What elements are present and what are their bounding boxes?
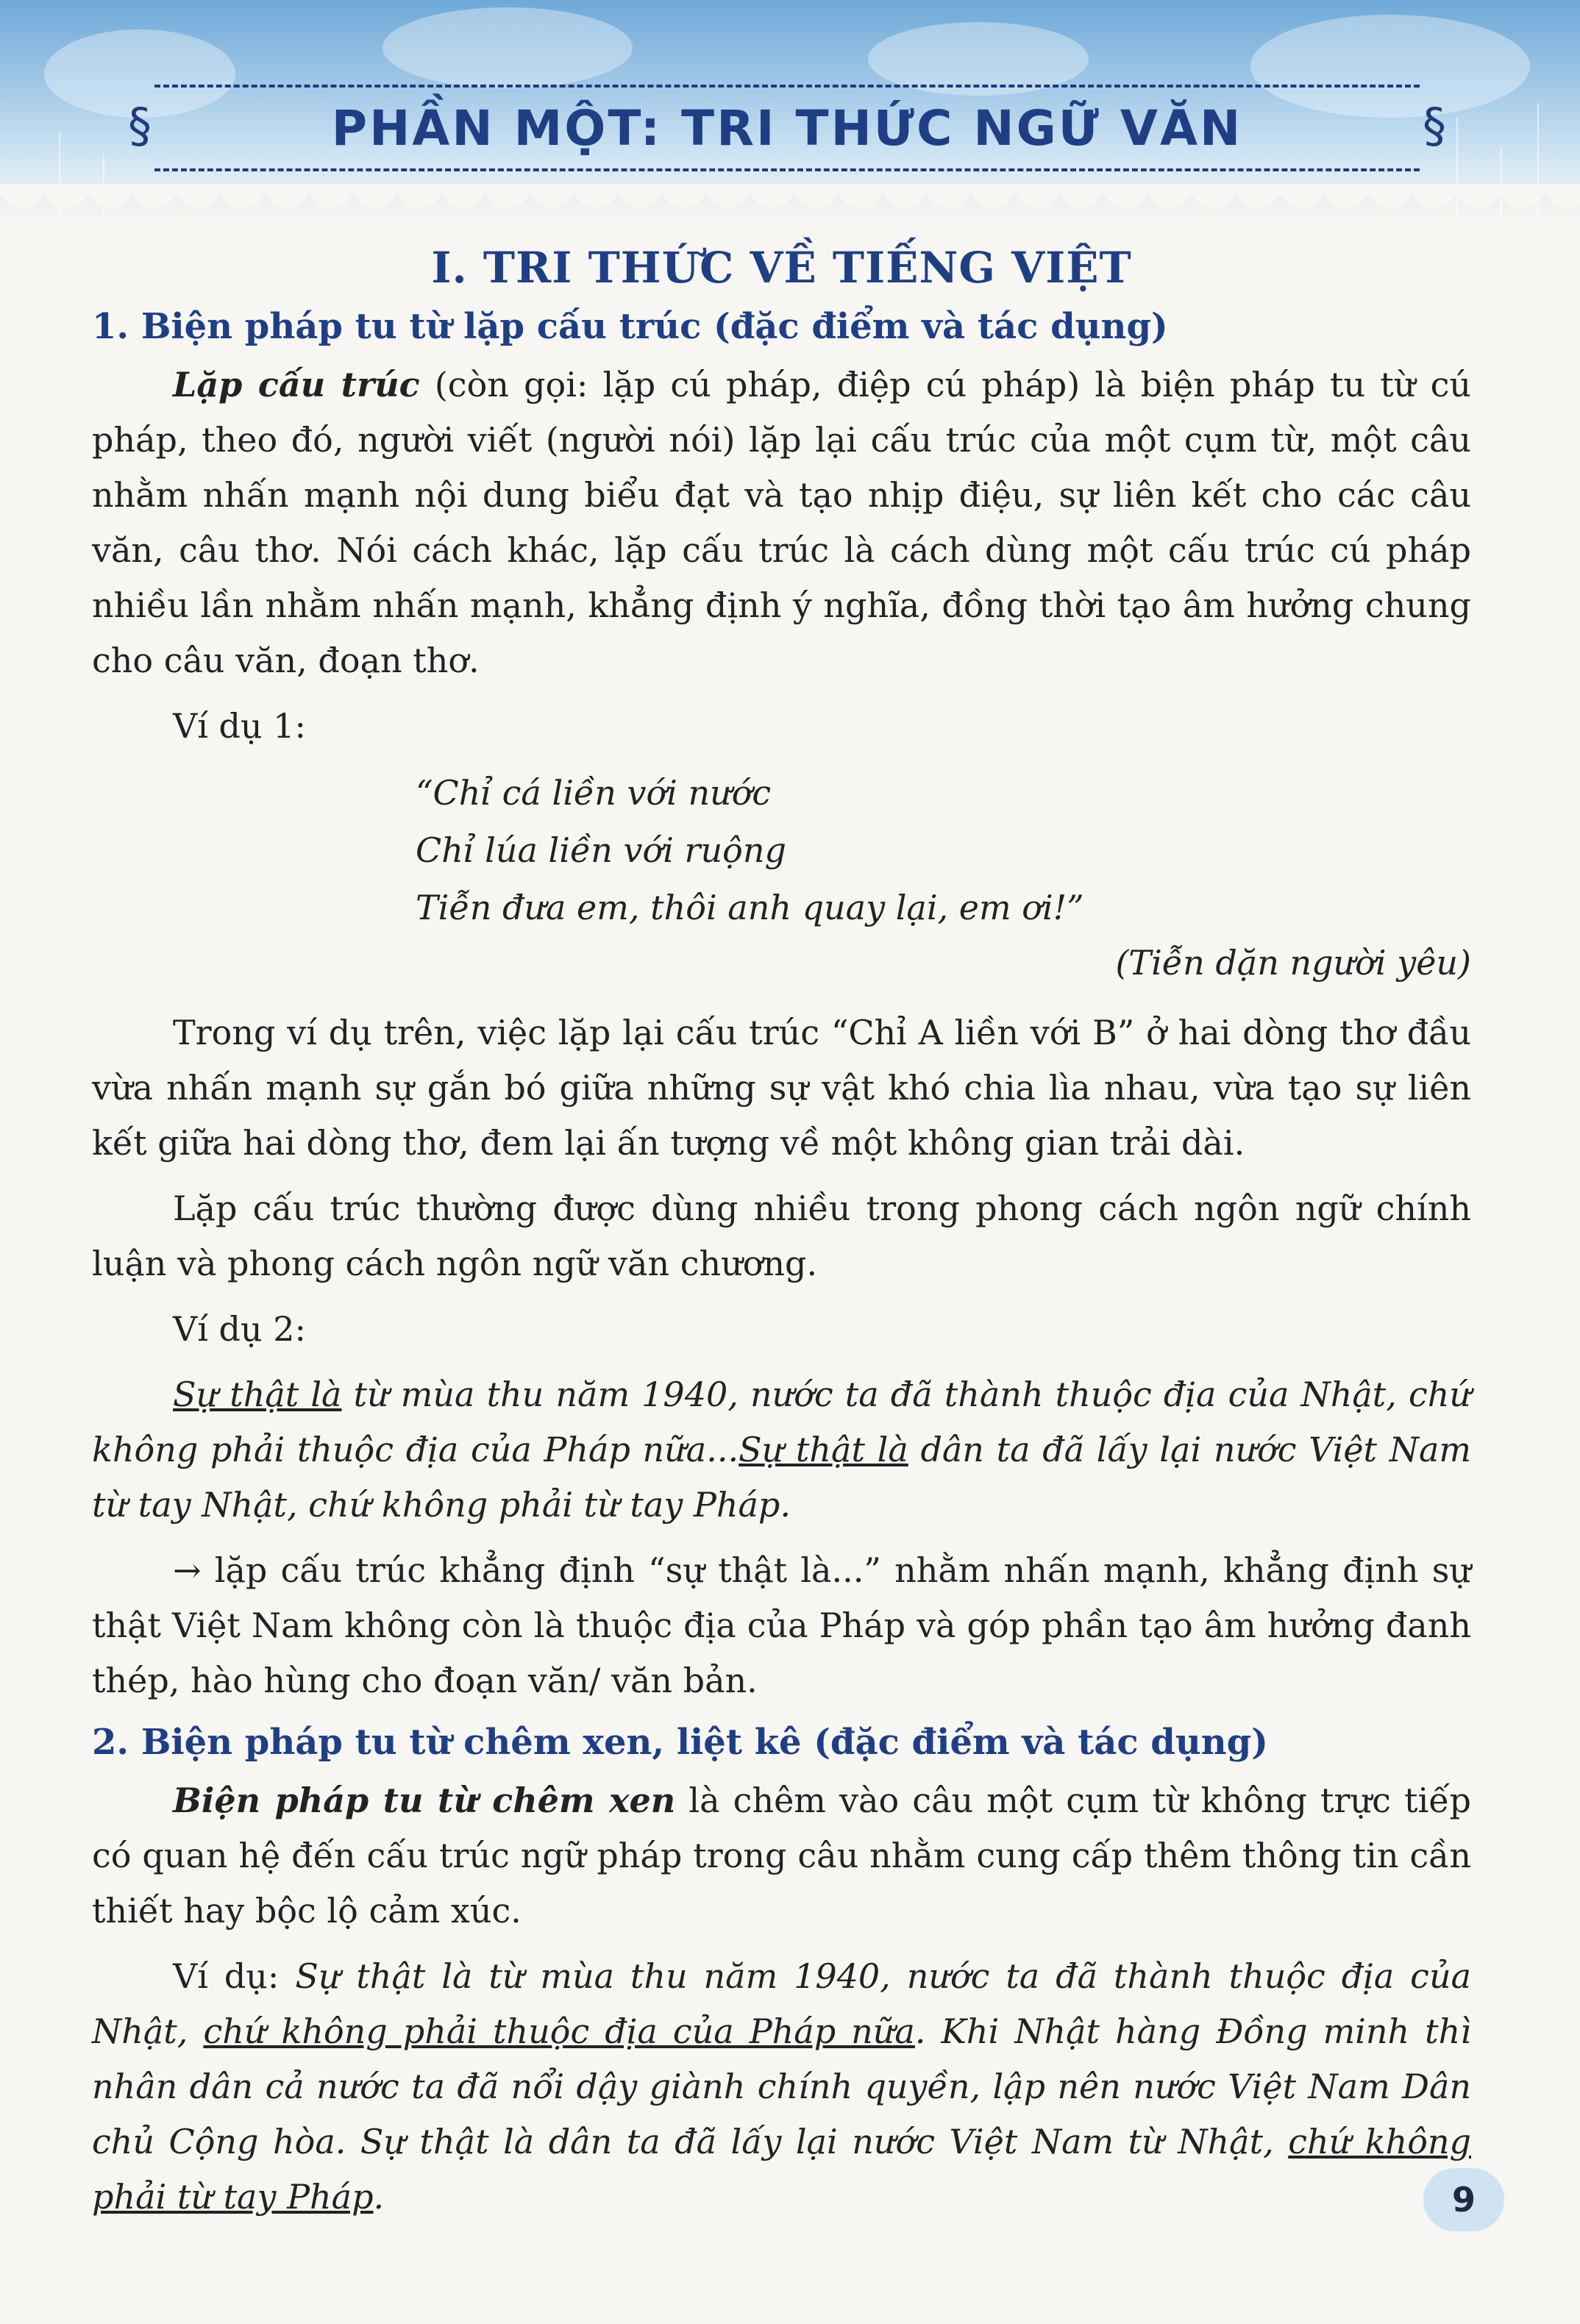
example-3-text-part: . [373,2177,385,2217]
poem-source: (Tiễn dặn người yêu) [1115,943,1471,983]
example-3-text [92,1949,1471,2225]
definition-paragraph-1 [92,357,1471,688]
example-label: Ví dụ: [173,1956,296,1996]
emphasis-phrase: Sự thật là [739,1430,908,1469]
definition-term: Biện pháp tu từ chêm xen [173,1781,676,1820]
section-title: I. TRI THỨC VỀ TIẾNG VIỆT [431,243,1132,293]
example-2-note: → lặp cấu trúc khẳng định “sự thật là...” nhằm nhấn mạnh, khẳng định sự thật Việt Nam không còn là thuộc địa của Pháp và góp phần tạo âm hưởng đanh thép, hào hùng cho đoạn văn/ văn bản. [92,1550,1471,1700]
part-title: PHẦN MỘT: TRI THỨC NGỮ VĂN [331,99,1243,157]
definition-text: (còn gọi: lặp cú pháp, điệp cú pháp) là biện pháp tu từ cú pháp, theo đó, người viết (người nói) lặp lại cấu trúc của một cụm từ, một câu nhằm nhấn mạnh nội dung biểu đạt và tạo nhịp điệu, sự liên kết cho các câu văn, câu thơ. Nói cách khác, lặp cấu trúc là cách dùng một cấu trúc cú pháp nhiều lần nhằm nhấn mạnh, khẳng định ý nghĩa, đồng thời tạo âm hưởng chung cho câu văn, đoạn thơ. [92,365,1471,680]
example-2-text-part: dân ta đã lấy lại nước Việt Nam từ tay Nhật, chứ không phải từ tay Pháp. [92,1430,1472,1525]
emphasis-phrase: chứ không phải từ tay Pháp [92,2122,1471,2217]
poem-line: Chỉ lúa liền với ruộng [416,830,786,870]
example-2-label: Ví dụ 2: [173,1309,307,1349]
analysis-paragraph: Trong ví dụ trên, việc lặp lại cấu trúc “Chỉ A liền với B” ở hai dòng thơ đầu vừa nhấn mạnh sự gắn bó giữa những sự vật khó chia lìa nhau, vừa tạo sự liên kết giữa hai dòng thơ, đem lại ấn tượng về một không gian trải dài. [92,1013,1471,1163]
subsection-heading-1: 1. Biện pháp tu từ lặp cấu trúc (đặc điểm và tác dụng) [92,306,1168,347]
definition-term: Lặp cấu trúc [173,365,420,404]
banner-wave-edge [0,184,1580,228]
page-number: 9 [1423,2168,1504,2231]
example-3-text-part: . Khi Nhật hàng Đồng minh thì nhân dân cả nước ta đã nổi dậy giành chính quyền, lập nên nước Việt Nam Dân chủ Cộng hòa. Sự thật là dân ta đã lấy lại nước Việt Nam từ Nhật, [92,2011,1471,2161]
emphasis-phrase: chứ không phải thuộc địa của Pháp nữa [203,2011,915,2051]
example-1-label: Ví dụ 1: [173,706,307,746]
poem-line: “Chỉ cá liền với nước [416,773,772,813]
scroll-curl-left-icon: § [128,99,152,154]
definition-paragraph-2 [92,1773,1471,1939]
subsection-heading-2: 2. Biện pháp tu từ chêm xen, liệt kê (đặc điểm và tác dụng) [92,1722,1268,1763]
emphasis-phrase: Sự thật là [173,1375,342,1414]
part-title-box [128,85,1446,171]
usage-paragraph: Lặp cấu trúc thường được dùng nhiều trong phong cách ngôn ngữ chính luận và phong cách ngôn ngữ văn chương. [92,1188,1471,1283]
example-3-text-part: Sự thật là từ mùa thu năm 1940, nước ta đã thành thuộc địa của Nhật, [92,1956,1471,2051]
scroll-curl-right-icon: § [1423,99,1446,154]
example-2-text-part: từ mùa thu năm 1940, nước ta đã thành thuộc địa của Nhật, chứ không phải thuộc địa của Pháp nữa... [92,1375,1471,1469]
poem-block [416,764,1471,936]
poem-line: Tiễn đưa em, thôi anh quay lại, em ơi!” [416,888,1084,927]
example-2-text [92,1367,1471,1533]
definition-text: là chêm vào câu một cụm từ không trực tiếp có quan hệ đến cấu trúc ngữ pháp trong câu nhằm cung cấp thêm thông tin cần thiết hay bộc lộ cảm xúc. [92,1781,1471,1931]
page-content [92,243,1471,2235]
